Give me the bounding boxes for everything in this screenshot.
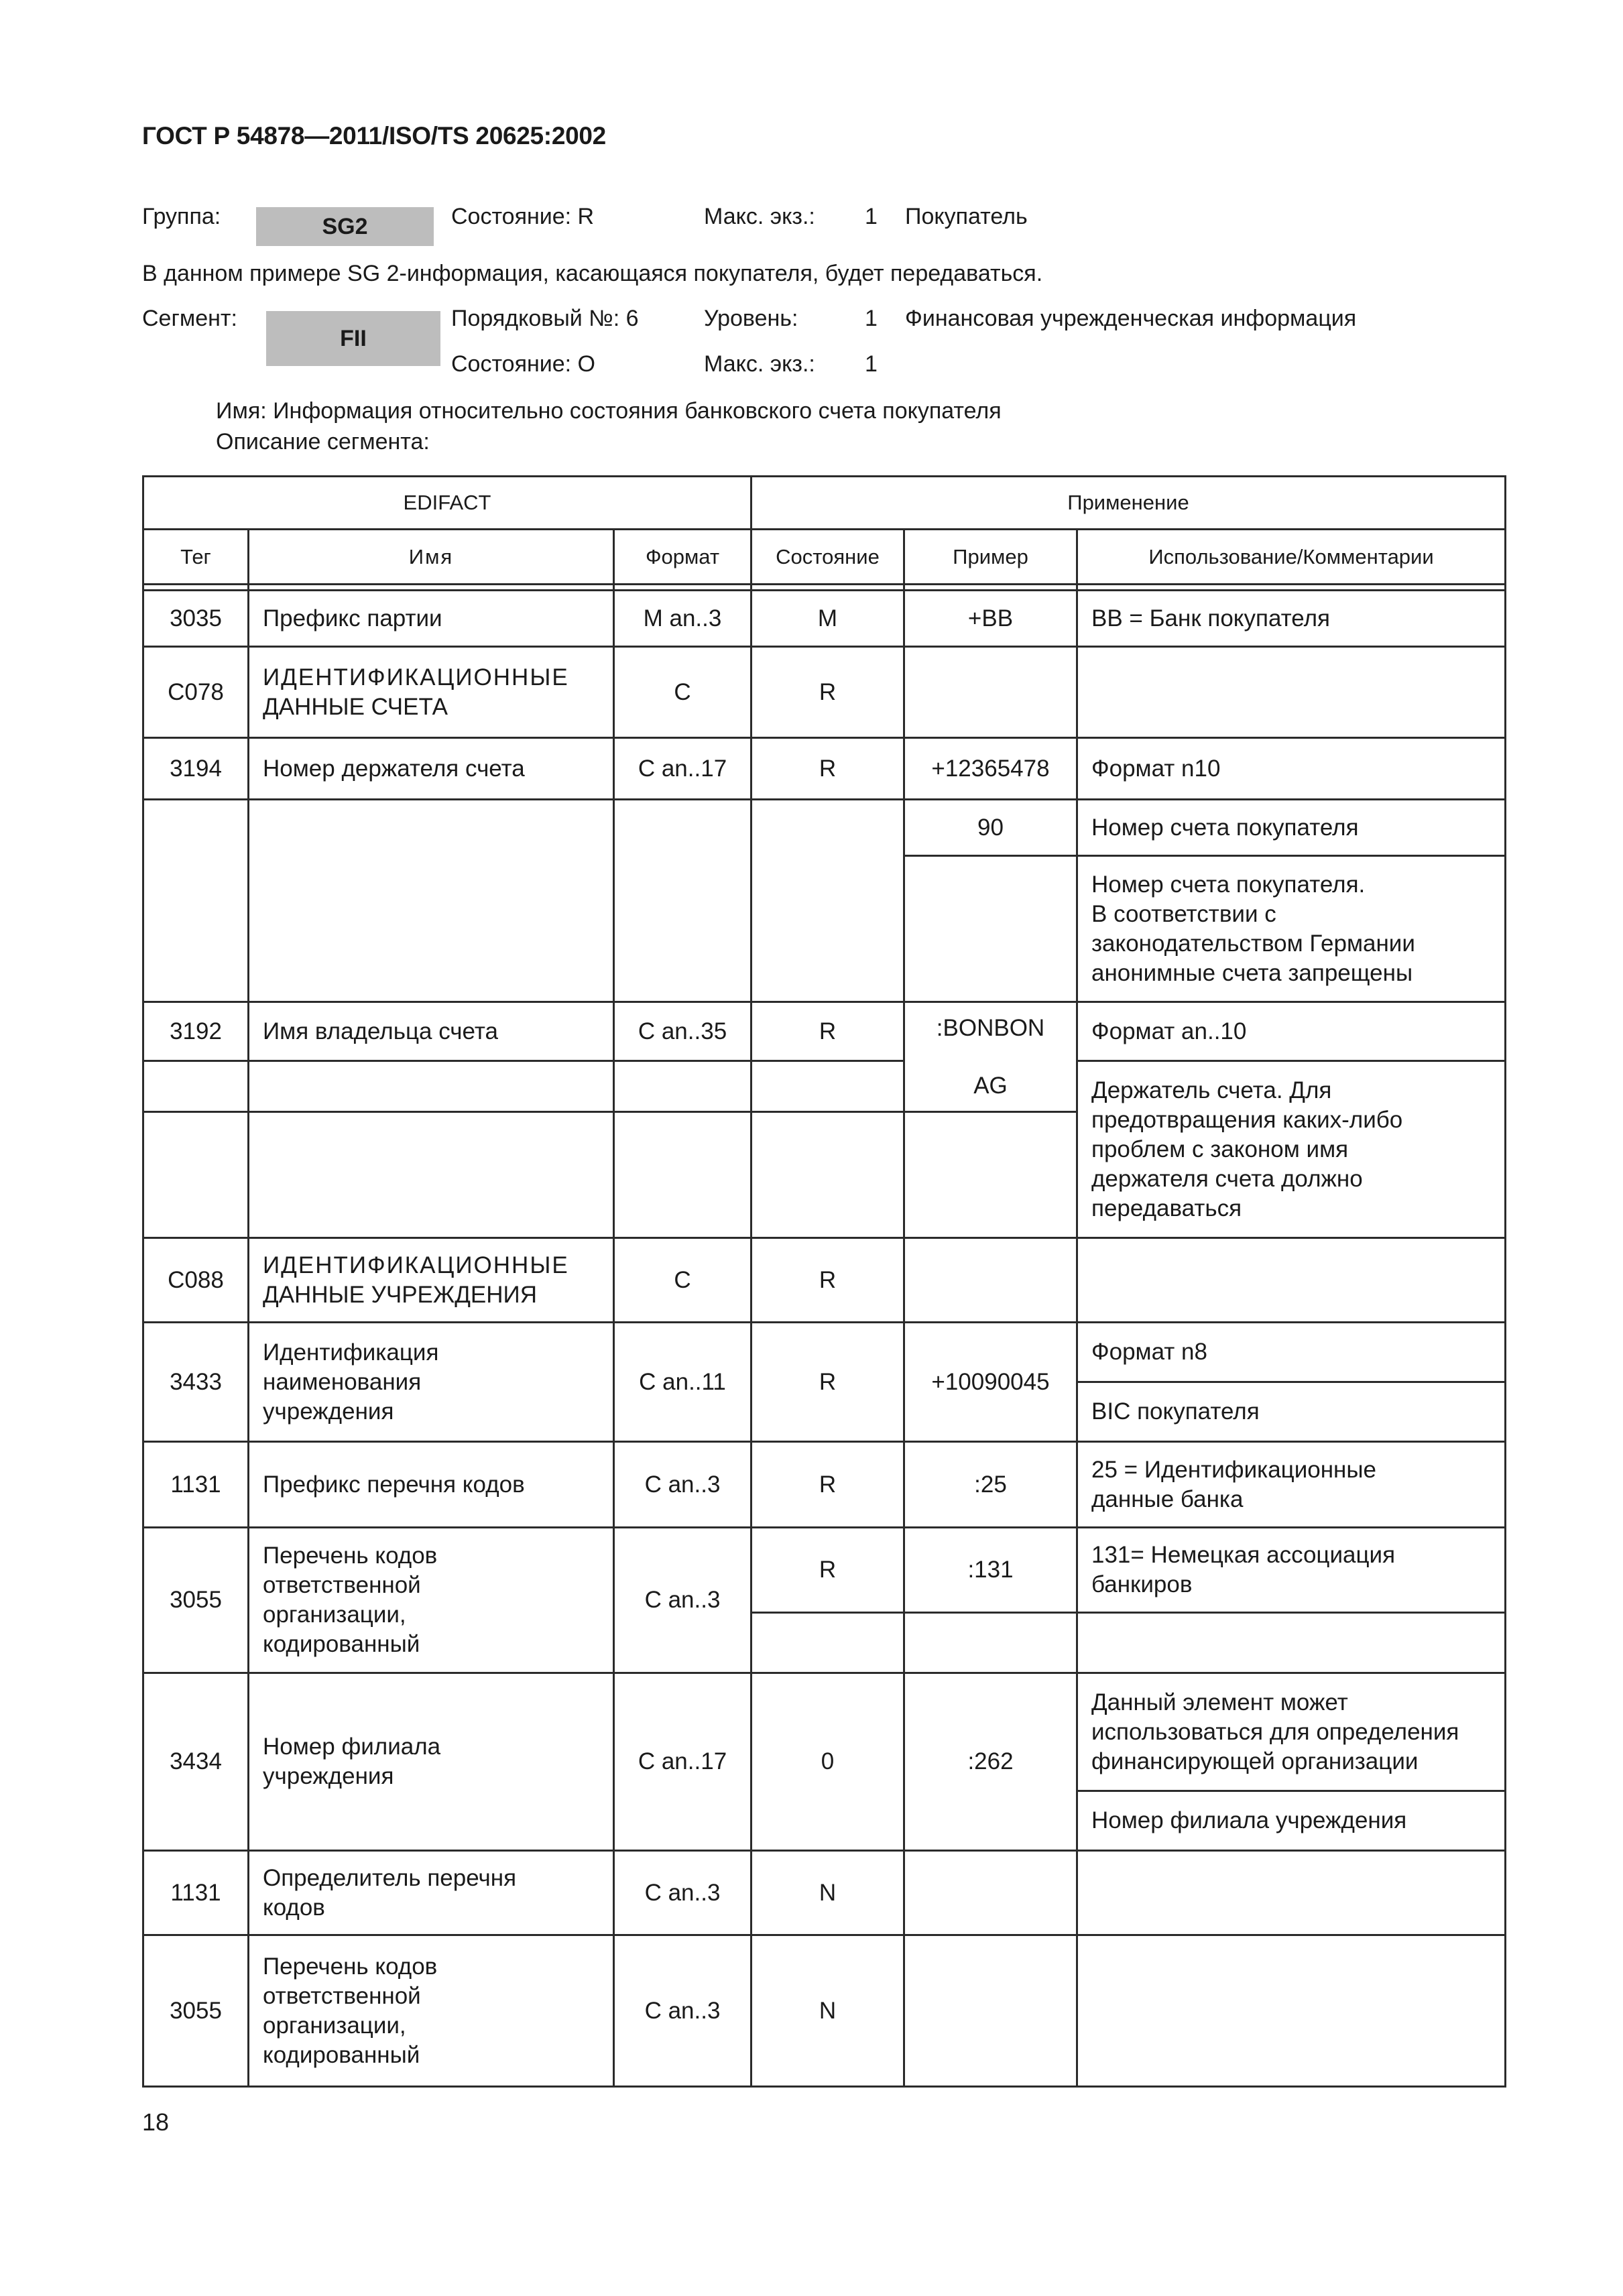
usage-cell: BB = Банк покупателя [1077,591,1506,647]
format-cell [614,800,752,1002]
format-cell: C [614,1238,752,1323]
segment-max-label: Макс. экз.: [704,351,815,377]
group-max-label: Макс. экз.: [704,204,815,229]
name-cell: Перечень кодов ответственной организации, кодированный [249,1528,614,1673]
status-cell: R [752,1238,904,1323]
tag-cell: 3035 [143,591,249,647]
usage-cell: Держатель счета. Для предотвращения каких-либо проблем с законом имя держателя счета должно передаваться [1077,1061,1506,1238]
format-cell: C an..17 [614,1673,752,1851]
tag-cell: 3433 [143,1323,249,1442]
tag-cell: 3194 [143,738,249,800]
name-cell: Префикс перечня кодов [249,1442,614,1528]
status-cell: R [752,647,904,738]
group-label: Группа: [142,204,221,229]
status-cell: R [752,1528,904,1613]
status-cell: N [752,1851,904,1935]
application-header: Применение [752,477,1506,530]
usage-cell: Формат n8 [1077,1323,1506,1382]
usage-cell [1077,1851,1506,1935]
segment-seq: Порядковый №: 6 [451,306,639,331]
tag-cell: C088 [143,1238,249,1323]
format-cell: C [614,647,752,738]
example-cell: :BONBON AG [904,1002,1077,1112]
usage-cell [1077,1935,1506,2087]
usage-cell: Формат n10 [1077,738,1506,800]
format-cell: M an..3 [614,591,752,647]
segment-description-label: Описание сегмента: [216,429,430,455]
example-cell [904,1112,1077,1238]
table-row [143,1442,1506,1528]
example-cell [904,647,1077,738]
segment-code-box [266,311,440,366]
table-row [143,1528,1506,1613]
name-cell: Определитель перечня кодов [249,1851,614,1935]
segment-level-value: 1 [865,306,878,331]
tag-cell: 3192 [143,1002,249,1061]
status-cell: M [752,591,904,647]
tag-cell: 3055 [143,1528,249,1673]
example-cell [904,856,1077,1002]
table-row [143,647,1506,738]
name-cell [249,1112,614,1238]
tag-cell: 3055 [143,1935,249,2087]
tag-cell: 1131 [143,1851,249,1935]
status-cell [752,1613,904,1673]
usage-cell [1077,647,1506,738]
format-cell: C an..17 [614,738,752,800]
table-row [143,1002,1506,1061]
usage-cell: Номер счета покупателя. В соответствии с законодательством Германии анонимные счета запрещены [1077,856,1506,1002]
tag-cell [143,800,249,1002]
name-cell: Имя владельца счета [249,1002,614,1061]
status-column-header: Состояние [752,530,904,585]
group-status: Состояние: R [451,204,595,229]
header-rule [143,585,1506,591]
format-cell: C an..11 [614,1323,752,1442]
edifact-header: EDIFACT [143,477,752,530]
segment-name-line: Имя: Информация относительно состояния банковского счета покупателя [216,398,1002,424]
name-cell: Перечень кодов ответственной организации, кодированный [249,1935,614,2087]
group-header-row [143,477,1506,530]
table-row [143,1061,1506,1112]
usage-cell: Номер филиала учреждения [1077,1791,1506,1851]
page-number: 18 [142,2108,170,2136]
tag-column-header: Тег [143,530,249,585]
segment-code: FII [340,325,367,351]
format-cell [614,1112,752,1238]
status-cell [752,1112,904,1238]
table-row [143,1238,1506,1323]
group-code-box [256,207,434,246]
example-cell: :25 [904,1442,1077,1528]
format-cell: C an..35 [614,1002,752,1061]
status-cell [752,800,904,1002]
name-cell: ИДЕНТИФИКАЦИОННЫЕ ДАННЫЕ УЧРЕЖДЕНИЯ [249,1238,614,1323]
name-cell: Номер филиала учреждения [249,1673,614,1851]
column-header-row [143,530,1506,585]
format-column-header: Формат [614,530,752,585]
example-cell [904,1851,1077,1935]
segment-level-label: Уровень: [704,306,798,331]
group-code: SG2 [322,213,368,239]
status-cell: R [752,738,904,800]
usage-cell: Данный элемент может использоваться для определения финансирующей организации [1077,1673,1506,1791]
segment-max-value: 1 [865,351,878,377]
name-cell [249,1061,614,1112]
table-row [143,591,1506,647]
usage-cell [1077,1238,1506,1323]
name-cell: Идентификация наименования учреждения [249,1323,614,1442]
name-cell: ИДЕНТИФИКАЦИОННЫЕ ДАННЫЕ СЧЕТА [249,647,614,738]
format-cell [614,1061,752,1112]
segment-status: Состояние: O [451,351,595,377]
name-cell: Номер держателя счета [249,738,614,800]
example-cell: +12365478 [904,738,1077,800]
example-cell: +BB [904,591,1077,647]
example-cell: :262 [904,1673,1077,1851]
tag-cell [143,1061,249,1112]
name-cell [249,800,614,1002]
table-row [143,800,1506,856]
status-cell: 0 [752,1673,904,1851]
table-row [143,1673,1506,1791]
table-row [143,1851,1506,1935]
format-cell: C an..3 [614,1528,752,1673]
example-cell: 90 [904,800,1077,856]
usage-cell: BIC покупателя [1077,1382,1506,1442]
example-cell [904,1613,1077,1673]
status-cell: R [752,1442,904,1528]
tag-cell: 1131 [143,1442,249,1528]
usage-cell: Формат an..10 [1077,1002,1506,1061]
status-cell: R [752,1002,904,1061]
example-column-header: Пример [904,530,1077,585]
usage-cell: 25 = Идентификационные данные банка [1077,1442,1506,1528]
segment-level-name: Финансовая учрежденческая информация [905,306,1357,331]
table-row [143,1935,1506,2087]
usage-column-header: Использование/Комментарии [1077,530,1506,585]
example-cell [904,1238,1077,1323]
group-name: Покупатель [905,204,1028,229]
status-cell [752,1061,904,1112]
tag-cell: C078 [143,647,249,738]
format-cell: C an..3 [614,1442,752,1528]
document-title: ГОСТ Р 54878—2011/ISO/TS 20625:2002 [142,122,606,149]
name-column-header: Имя [249,530,614,585]
group-max-value: 1 [865,204,878,229]
example-cell [904,1935,1077,2087]
example-cell: :131 [904,1528,1077,1613]
tag-cell [143,1112,249,1238]
format-cell: C an..3 [614,1851,752,1935]
tag-cell: 3434 [143,1673,249,1851]
usage-cell: 131= Немецкая ассоциация банкиров [1077,1528,1506,1613]
segment-label: Сегмент: [142,306,237,331]
table-row [143,1323,1506,1382]
table-row [143,738,1506,800]
intro-text: В данном примере SG 2-информация, касающаяся покупателя, будет передаваться. [142,261,1043,286]
segment-spec-table [142,475,1506,2088]
status-cell: N [752,1935,904,2087]
usage-cell: Номер счета покупателя [1077,800,1506,856]
usage-cell [1077,1613,1506,1673]
example-cell: +10090045 [904,1323,1077,1442]
name-cell: Префикс партии [249,591,614,647]
status-cell: R [752,1323,904,1442]
format-cell: C an..3 [614,1935,752,2087]
